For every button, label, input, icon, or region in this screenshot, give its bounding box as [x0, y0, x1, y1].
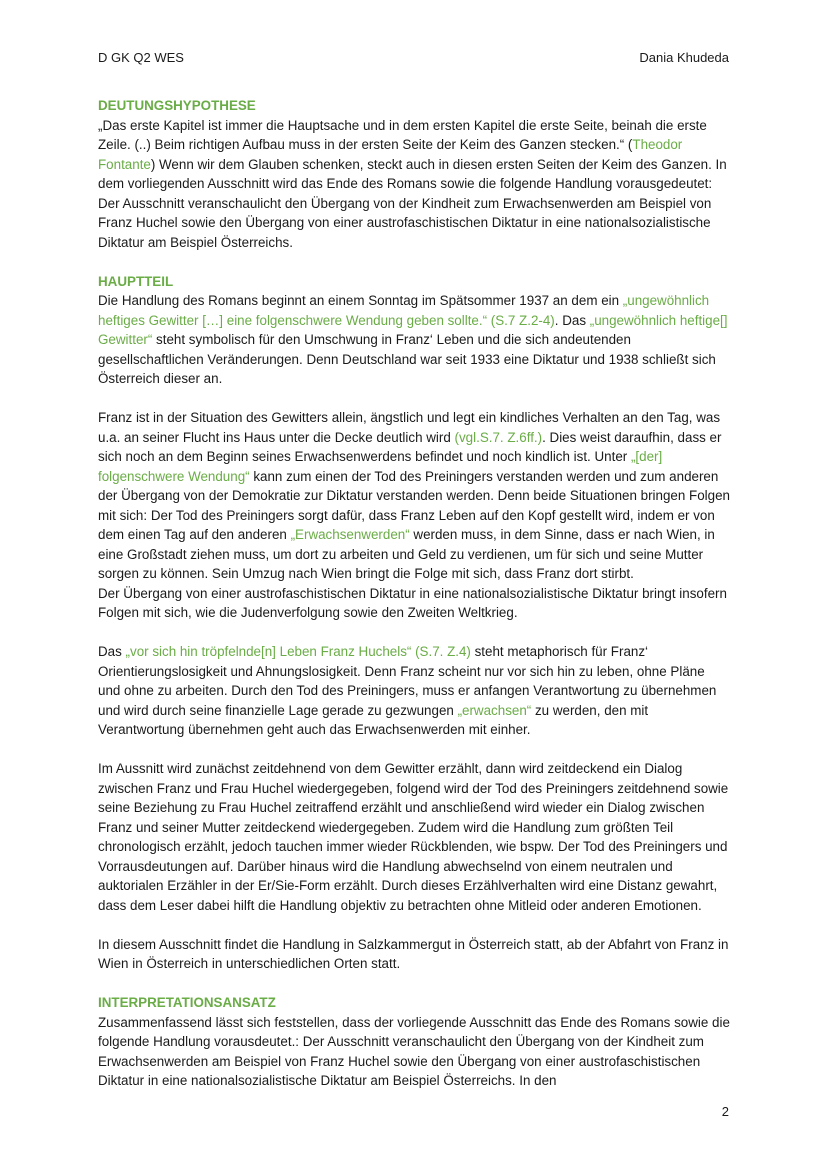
paragraph-haupt-2 [98, 408, 730, 584]
text-span: werden muss, in dem Sinne, dass er nach Wien, in eine Großstadt ziehen muss, um dort zu arbeiten und Geld zu verdienen, um für sich und seine Mutter sorgen zu können. Sein Umzug nach Wien bringt die Folge mit sich, dass Franz dort stirbt. [98, 527, 715, 581]
text-span: zu werden, den mit Verantwortung übernehmen geht auch das Erwachsenwerden mit einher. [98, 702, 649, 737]
page-number: 2 [721, 1104, 729, 1119]
paragraph-haupt-3 [98, 642, 730, 740]
text-span: ) Wenn wir dem Glauben schenken, steckt auch in diesen ersten Seiten der Keim des Ganzen. In dem vorliegenden Ausschnitt wird das Ende des Romans sowie die folgende Handlung vorausgedeutet: Der Ausschnitt veranschaulicht den Übergang von der Kindheit zum Erwachsenwerden am Beispiel von Franz Huchel sowie den Übergang von einer austrofaschistischen Diktatur in eine nationalsozialistische Diktatur am Beispiel Österreichs. [98, 156, 727, 250]
header-course: D GK Q2 WES [98, 50, 184, 65]
quote-span: „Erwachsenwerden“ [290, 527, 410, 542]
header-author: Dania Khudeda [639, 50, 729, 65]
quote-span: Theodor Fontante [98, 137, 683, 172]
quote-span: „[der] folgenschwere Wendung“ [98, 449, 663, 484]
text-span: „Das erste Kapitel ist immer die Hauptsache und in dem ersten Kapitel die erste Seite, beinah die erste Zeile. (..) Beim richtigen Aufbau muss in der ersten Seite der Keim des Ganzen stecken.“ ( [98, 117, 707, 152]
paragraph-haupt-2b: Der Übergang von einer austrofaschistischen Diktatur in eine nationalsozialistische Diktatur bringt insofern Folgen mit sich, wie die Judenverfolgung sowie den Zweiten Weltkrieg. [98, 585, 727, 620]
text-span: kann zum einen der Tod des Preiningers verstanden werden und zum anderen der Übergang von der Demokratie zur Diktatur verstanden werden. Denn beide Situationen bringen Folgen mit sich: Der Tod des Preiningers sorgt dafür, dass Franz Leben auf den Kopf gestellt wird, indem er von dem einen Tag auf den anderen [98, 468, 730, 542]
text-span: steht symbolisch für den Umschwung in Franz‘ Leben und die sich andeutenden gesellschaftlichen Veränderungen. Denn Deutschland war seit 1933 eine Diktatur und 1938 schließt sich Österreich dieser an. [98, 332, 716, 386]
paragraph-interpretation: Zusammenfassend lässt sich feststellen, dass der vorliegende Ausschnitt das Ende des Romans sowie die folgende Handlung vorausdeutet.: Der Ausschnitt veranschaulicht den Übergang von der Kindheit zum Erwachsenwerden am Beispiel von Franz Huchel sowie den Übergang von einer austrofaschistischen Diktatur in eine nationalsozialistische Diktatur am Beispiel Österreichs. In den [98, 1014, 730, 1088]
quote-span: (vgl.S.7. Z.6ff.) [454, 429, 543, 445]
paragraph-haupt-1 [98, 291, 730, 389]
section-heading-haupt: HAUPTTEIL [98, 273, 174, 289]
section-heading-interpretation: INTERPRETATIONSANSATZ [98, 995, 276, 1010]
body-content [98, 96, 730, 1091]
quote-span: „vor sich hin tröpfelnde[n] Leben Franz Huchels“ (S.7. Z.4) [125, 644, 471, 659]
paragraph-haupt-5: In diesem Ausschnitt findet die Handlung in Salzkammergut in Österreich statt, ab der Abfahrt von Franz in Wien in Österreich in unterschiedlichen Orten statt. [98, 936, 729, 971]
paragraph-deutung [98, 116, 730, 253]
text-span: Franz ist in der Situation des Gewitters allein, ängstlich und legt ein kindliches Verhalten an den Tag, was u.a. an seiner Flucht ins Haus unter die Decke deutlich wird [98, 410, 721, 445]
paragraph-haupt-4: Im Aussnitt wird zunächst zeitdehnend von dem Gewitter erzählt, dann wird zeitdeckend ein Dialog zwischen Franz und Frau Huchel wiedergegeben, folgend wird der Tod des Preiningers zeitdehnend sowie seine Beziehung zu Frau Huchel zeitraffend erzählt und anschließend wird wieder ein Dialog zwischen Franz und seiner Mutter zeitdeckend wiedergegeben. Zudem wird die Handlung zum größten Teil chronologisch erzählt, jedoch tauchen immer wieder Rückblenden, wie bspw. Der Tod des Preiningers und Vorrausdeutungen auf. Darüber hinaus wird die Handlung abwechselnd von einem neutralen und auktorialen Erzähler in der Er/Sie-Form erzählt. Durch dieses Erzählverhalten wird eine Distanz gewahrt, dass dem Leser dabei hilft die Handlung objektiv zu betrachten ohne Mitleid oder anderen Emotionen. [98, 761, 729, 913]
text-span: . Dies weist daraufhin, dass er sich noch an dem Beginn seines Erwachsenwerdens befindet und noch kindlich ist. Unter [98, 429, 722, 464]
quote-span: „ungewöhnlich heftiges Gewitter […] eine folgenschwere Wendung geben sollte.“ (S.7 Z.2-4) [98, 293, 710, 328]
text-span: . Das [554, 312, 590, 328]
section-heading-deutung: DEUTUNGSHYPOTHESE [98, 98, 256, 113]
text-span: steht metaphorisch für Franz‘ Orientierungslosigkeit und Ahnungslosigkeit. Denn Franz scheint nur vor sich hin zu leben, ohne Pläne und ohne zu arbeiten. Durch den Tod des Preiningers, muss er anfangen Verantwortung zu übernehmen und wird durch seine finanzielle Lage gerade zu gezwungen [98, 644, 717, 718]
quote-span: „erwachsen“ [457, 702, 532, 718]
text-span: Das [98, 644, 126, 659]
text-span: Die Handlung des Romans beginnt an einem Sonntag im Spätsommer 1937 an dem ein [98, 293, 623, 308]
quote-span: „ungewöhnlich heftige[] Gewitter“ [98, 312, 728, 347]
